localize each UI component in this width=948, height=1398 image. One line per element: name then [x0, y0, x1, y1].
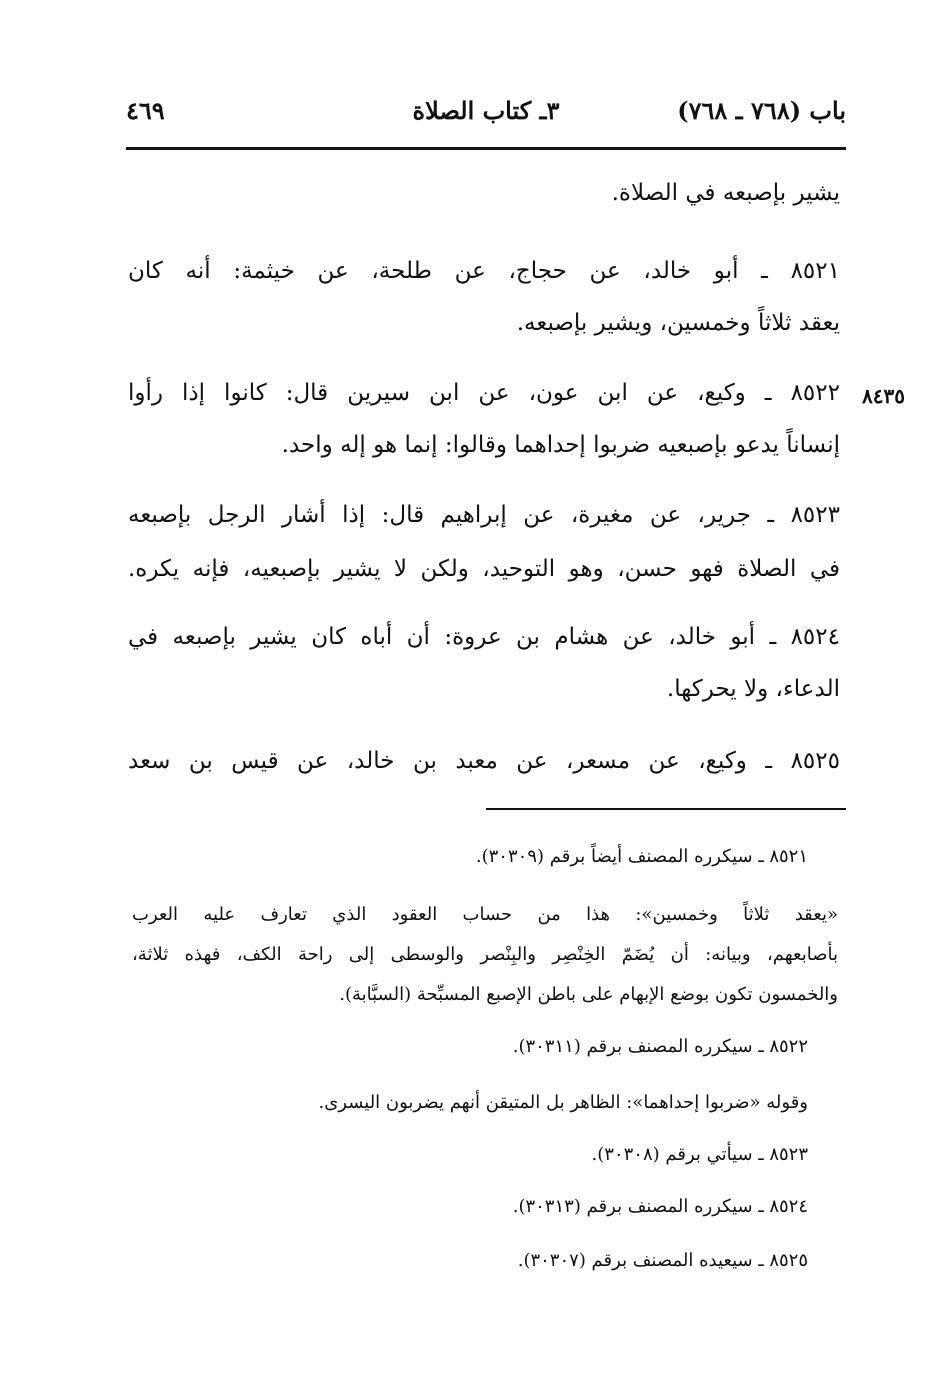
main-line: يعقد ثلاثاً وخمسين، ويشير بإصبعه. — [516, 310, 840, 336]
main-line: ٨٥٢٢ ـ وكيع، عن ابن عون، عن ابن سيرين قال: كانوا إذا رأوا — [128, 380, 840, 406]
footnote-line: والخمسون تكون بوضع الإبهام على باطن الإصبع المسبِّحة (السبَّابة). — [339, 984, 838, 1005]
header-rule — [126, 147, 846, 150]
footnote-line: ٨٥٢١ ـ سيكرره المصنف أيضاً برقم (٣٠٣٠٩). — [475, 846, 808, 867]
main-line: ٨٥٢٤ ـ أبو خالد، عن هشام بن عروة: أن أباه كان يشير بإصبعه في — [128, 624, 840, 650]
main-line: ٨٥٢١ ـ أبو خالد، عن حجاج، عن طلحة، عن خيثمة: أنه كان — [128, 258, 840, 284]
footnote-line: بأصابعهم، وبيانه: أن يُضَمّ الخِنْصِر والبِنْصر والوسطى إلى راحة الكف، فهذه ثلاثة، — [132, 944, 838, 965]
footnote-line: ٨٥٢٣ ـ سيأتي برقم (٣٠٣٠٨). — [591, 1144, 808, 1165]
main-line: ٨٥٢٣ ـ جرير، عن مغيرة، عن إبراهيم قال: إذا أشار الرجل بإصبعه — [128, 502, 840, 528]
main-line: ٨٥٢٥ ـ وكيع، عن مسعر، عن معبد بن خالد، عن قيس بن سعد — [128, 748, 840, 774]
main-line: يشير بإصبعه في الصلاة. — [611, 180, 840, 206]
footnote-line: ٨٥٢٥ ـ سيعيده المصنف برقم (٣٠٣٠٧). — [517, 1250, 808, 1271]
footnote-line: ٨٥٢٢ ـ سيكرره المصنف برقم (٣٠٣١١). — [512, 1036, 808, 1057]
main-line: الدعاء، ولا يحركها. — [666, 676, 840, 702]
footnote-line: وقوله «ضربوا إحداهما»: الظاهر بل المتيقن أنهم يضربون اليسرى. — [318, 1092, 808, 1113]
book-title: ٣ـ كتاب الصلاة — [412, 96, 560, 125]
footnote-line: «يعقد ثلاثاً وخمسين»: هذا من حساب العقود الذي تعارف عليه العرب — [132, 904, 838, 925]
footnote-line: ٨٥٢٤ ـ سيكرره المصنف برقم (٣٠٣١٣). — [512, 1196, 808, 1217]
margin-number: ٨٤٣٥ — [862, 384, 905, 408]
main-line: إنساناً يدعو بإصبعيه ضربوا إحداهما وقالوا: إنما هو إله واحد. — [281, 432, 840, 458]
running-header — [126, 96, 846, 136]
chapter-heading: باب (٧٦٨ ـ ٧٦٨) — [677, 96, 846, 125]
footnote-rule — [486, 808, 846, 810]
main-line: في الصلاة فهو حسن، وهو التوحيد، ولكن لا يشير بإصبعيه، فإنه يكره. — [128, 556, 840, 582]
page-number: ٤٦٩ — [126, 96, 165, 125]
